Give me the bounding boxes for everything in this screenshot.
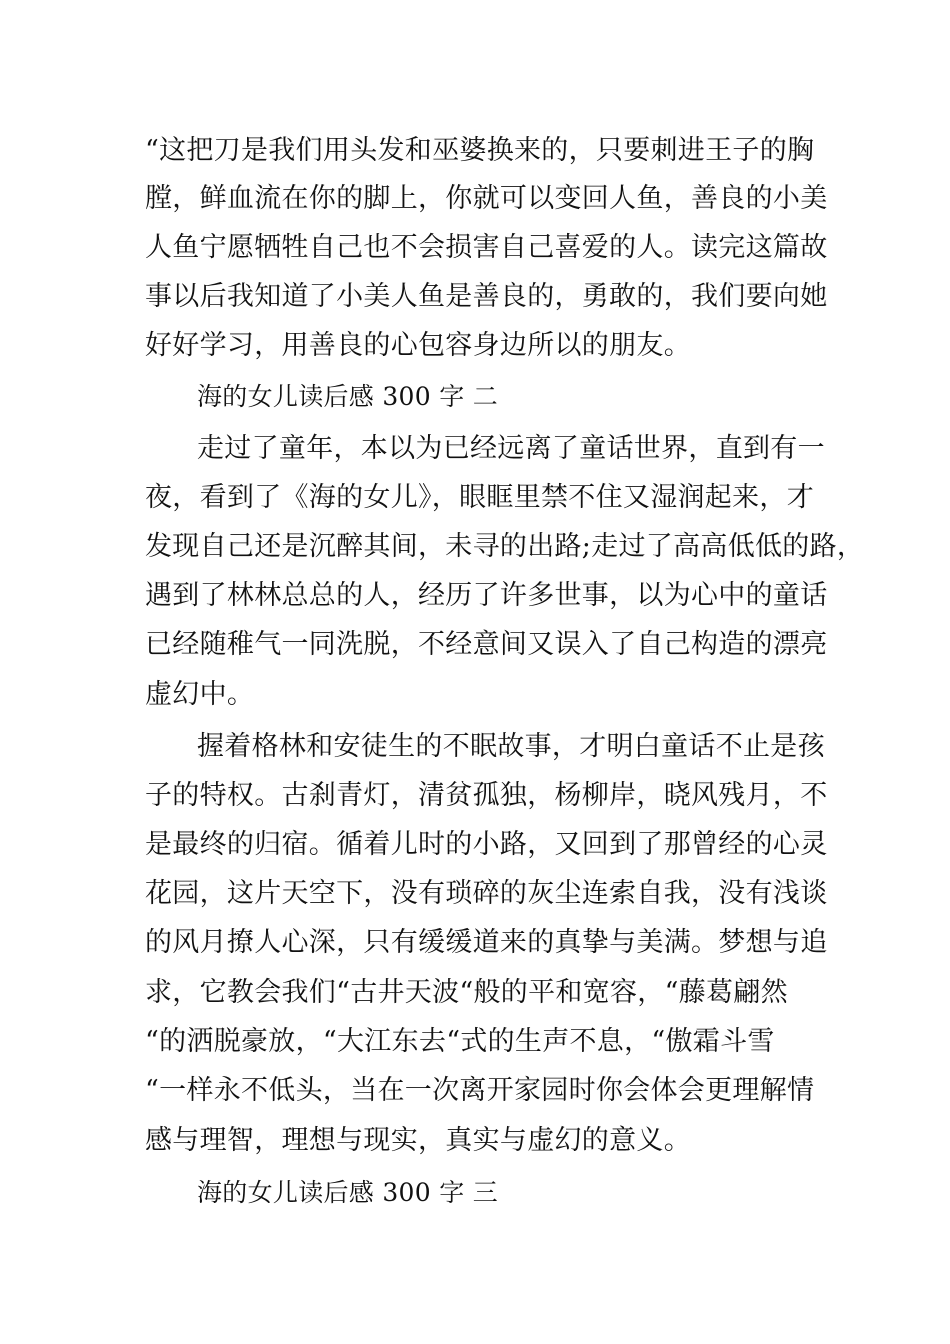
paragraph-line: 感与理智，理想与现实，真实与虚幻的意义。 <box>145 1125 691 1156</box>
paragraph-line: 虚幻中。 <box>145 679 255 710</box>
paragraph-line: 子的特权。古刹青灯，清贫孤独，杨柳岸，晓风残月，不 <box>145 780 828 811</box>
paragraph-line: “的洒脱豪放，“大江东去“式的生声不息，“傲霜斗雪 <box>145 1026 775 1057</box>
paragraph-line: 好好学习，用善良的心包容身边所以的朋友。 <box>145 330 691 361</box>
paragraph-line: 的风月撩人心深，只有缓缓道来的真挚与美满。梦想与追 <box>145 927 828 958</box>
paragraph-line: 发现自己还是沉醉其间，未寻的出路;走过了高高低低的路， <box>145 531 865 562</box>
paragraph-line: 膛，鲜血流在你的脚上，你就可以变回人鱼，善良的小美 <box>145 183 828 214</box>
section-heading-2: 海的女儿读后感 300 字 二 <box>197 382 499 411</box>
paragraph-line: 花园，这片天空下，没有琐碎的灰尘连索自我，没有浅谈 <box>145 878 828 909</box>
paragraph-line: “一样永不低头，当在一次离开家园时你会体会更理解情 <box>145 1075 815 1106</box>
paragraph-line: 是最终的归宿。循着儿时的小路，又回到了那曾经的心灵 <box>145 829 828 860</box>
paragraph-line: 遇到了林林总总的人，经历了许多世事，以为心中的童话 <box>145 580 828 611</box>
paragraph-line: 走过了童年，本以为已经远离了童话世界，直到有一 <box>197 433 825 464</box>
paragraph-line: 已经随稚气一同洗脱，不经意间又误入了自己构造的漂亮 <box>145 629 828 660</box>
paragraph-line: 事以后我知道了小美人鱼是善良的，勇敢的，我们要向她 <box>145 281 828 312</box>
section-heading-3: 海的女儿读后感 300 字 三 <box>197 1178 499 1207</box>
paragraph-line: “这把刀是我们用头发和巫婆换来的，只要刺进王子的胸 <box>145 135 815 166</box>
paragraph-line: 人鱼宁愿牺牲自己也不会损害自己喜爱的人。读完这篇故 <box>145 232 828 263</box>
paragraph-line: 握着格林和安徒生的不眠故事，才明白童话不止是孩 <box>197 731 825 762</box>
paragraph-line: 夜，看到了《海的女儿》，眼眶里禁不住又湿润起来，才 <box>145 482 814 513</box>
paragraph-line: 求，它教会我们“古井天波“般的平和宽容，“藤葛翩然 <box>145 977 788 1008</box>
